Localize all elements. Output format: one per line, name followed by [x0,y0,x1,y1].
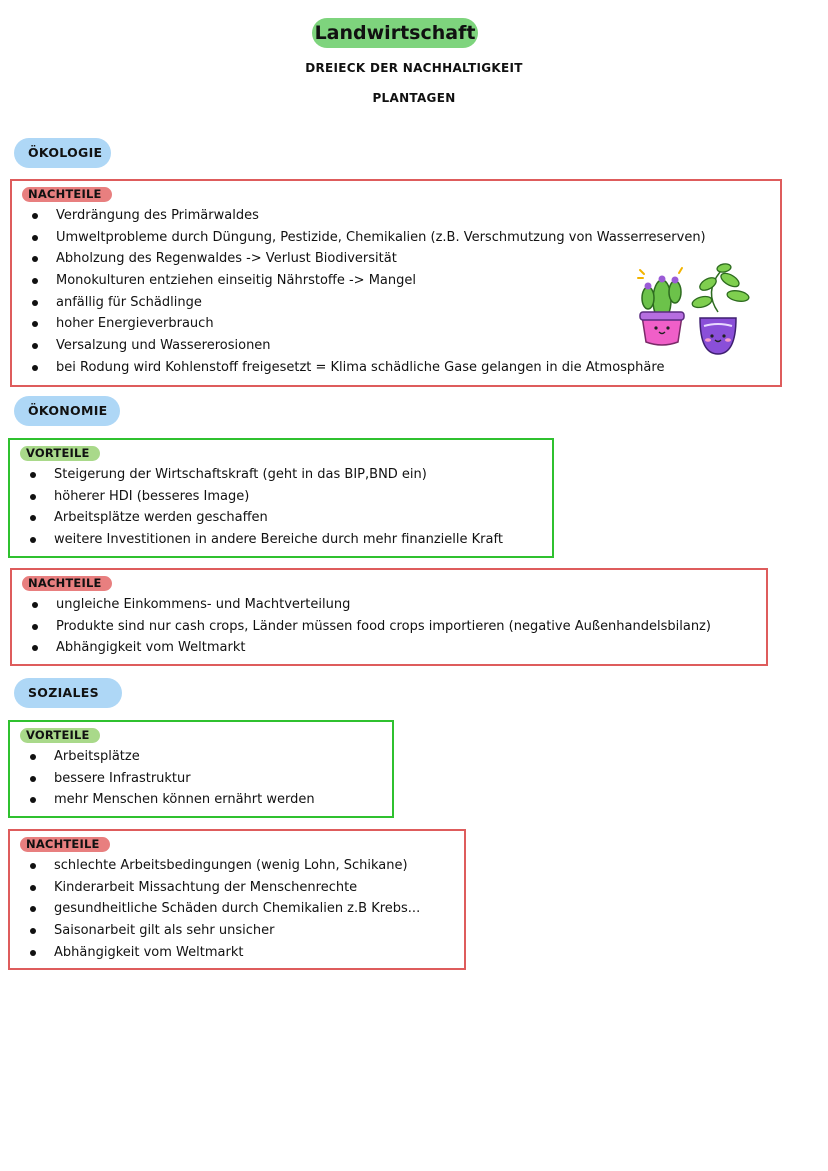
list-item: Abhängigkeit vom Weltmarkt [30,637,711,659]
list-item: ungleiche Einkommens- und Machtverteilung [30,594,711,616]
bullet-icon [32,235,38,241]
bullet-icon [32,365,38,371]
cactus-icon [638,268,684,345]
list-item: hoher Energieverbrauch [30,313,706,335]
page-title: Landwirtschaft [312,18,478,48]
list-item: anfällig für Schädlinge [30,292,706,314]
list-item: bessere Infrastruktur [28,768,315,790]
bullet-icon [30,863,36,869]
oekonomie-nachteile-box [10,568,768,666]
list-item: Arbeitsplätze [28,746,315,768]
soziales-vorteile-list [28,746,315,811]
list-item: Arbeitsplätze werden geschaffen [28,507,503,529]
bullet-icon [32,343,38,349]
bullet-icon [30,906,36,912]
subtitle-dreieck: DREIECK DER NACHHALTIGKEIT [305,61,523,75]
bullet-icon [30,472,36,478]
nachteile-tag: NACHTEILE [22,187,112,202]
list-item: höherer HDI (besseres Image) [28,486,503,508]
subtitle-plantagen: PLANTAGEN [372,91,456,105]
list-item: Kinderarbeit Missachtung der Menschenrechte [28,877,420,899]
potted-plants-illustration [634,262,752,362]
list-item: Umweltprobleme durch Düngung, Pestizide, Chemikalien (z.B. Verschmutzung von Wasserreserven) [30,227,706,249]
list-item: Abholzung des Regenwaldes -> Verlust Biodiversität [30,248,706,270]
bullet-icon [32,300,38,306]
bullet-icon [32,213,38,219]
bullet-icon [32,278,38,284]
list-item: schlechte Arbeitsbedingungen (wenig Lohn, Schikane) [28,855,420,877]
bullet-icon [30,494,36,500]
bullet-icon [30,885,36,891]
bullet-icon [32,602,38,608]
bullet-icon [30,797,36,803]
vorteile-tag: VORTEILE [20,728,100,743]
bullet-icon [30,928,36,934]
list-item: Saisonarbeit gilt als sehr unsicher [28,920,420,942]
oekonomie-vorteile-box [8,438,554,558]
bullet-icon [30,537,36,543]
bullet-icon [30,515,36,521]
oekonomie-nachteile-list [30,594,711,659]
bullet-icon [32,321,38,327]
leaf-plant-icon [691,263,750,354]
oekologie-nachteile-list [30,205,706,379]
list-item: Verdrängung des Primärwaldes [30,205,706,227]
bullet-icon [32,645,38,651]
list-item: gesundheitliche Schäden durch Chemikalien z.B Krebs... [28,898,420,920]
list-item: Abhängigkeit vom Weltmarkt [28,942,420,964]
soziales-nachteile-box [8,829,466,970]
list-item: weitere Investitionen in andere Bereiche durch mehr finanzielle Kraft [28,529,503,551]
oekonomie-vorteile-list [28,464,503,551]
list-item: bei Rodung wird Kohlenstoff freigesetzt = Klima schädliche Gase gelangen in die Atmosphäre [30,357,706,379]
list-item: Monokulturen entziehen einseitig Nährstoffe -> Mangel [30,270,706,292]
list-item: Produkte sind nur cash crops, Länder müssen food crops importieren (negative Außenhandelsbilanz) [30,616,711,638]
bullet-icon [30,950,36,956]
soziales-nachteile-list [28,855,420,963]
section-label-soziales: SOZIALES [14,678,122,708]
list-item: mehr Menschen können ernährt werden [28,789,315,811]
section-label-oekologie: ÖKOLOGIE [14,138,111,168]
list-item: Versalzung und Wassererosionen [30,335,706,357]
section-label-oekonomie: ÖKONOMIE [14,396,120,426]
list-item: Steigerung der Wirtschaftskraft (geht in das BIP,BND ein) [28,464,503,486]
nachteile-tag: NACHTEILE [20,837,110,852]
bullet-icon [32,256,38,262]
nachteile-tag: NACHTEILE [22,576,112,591]
bullet-icon [30,754,36,760]
vorteile-tag: VORTEILE [20,446,100,461]
soziales-vorteile-box [8,720,394,818]
bullet-icon [30,776,36,782]
bullet-icon [32,624,38,630]
